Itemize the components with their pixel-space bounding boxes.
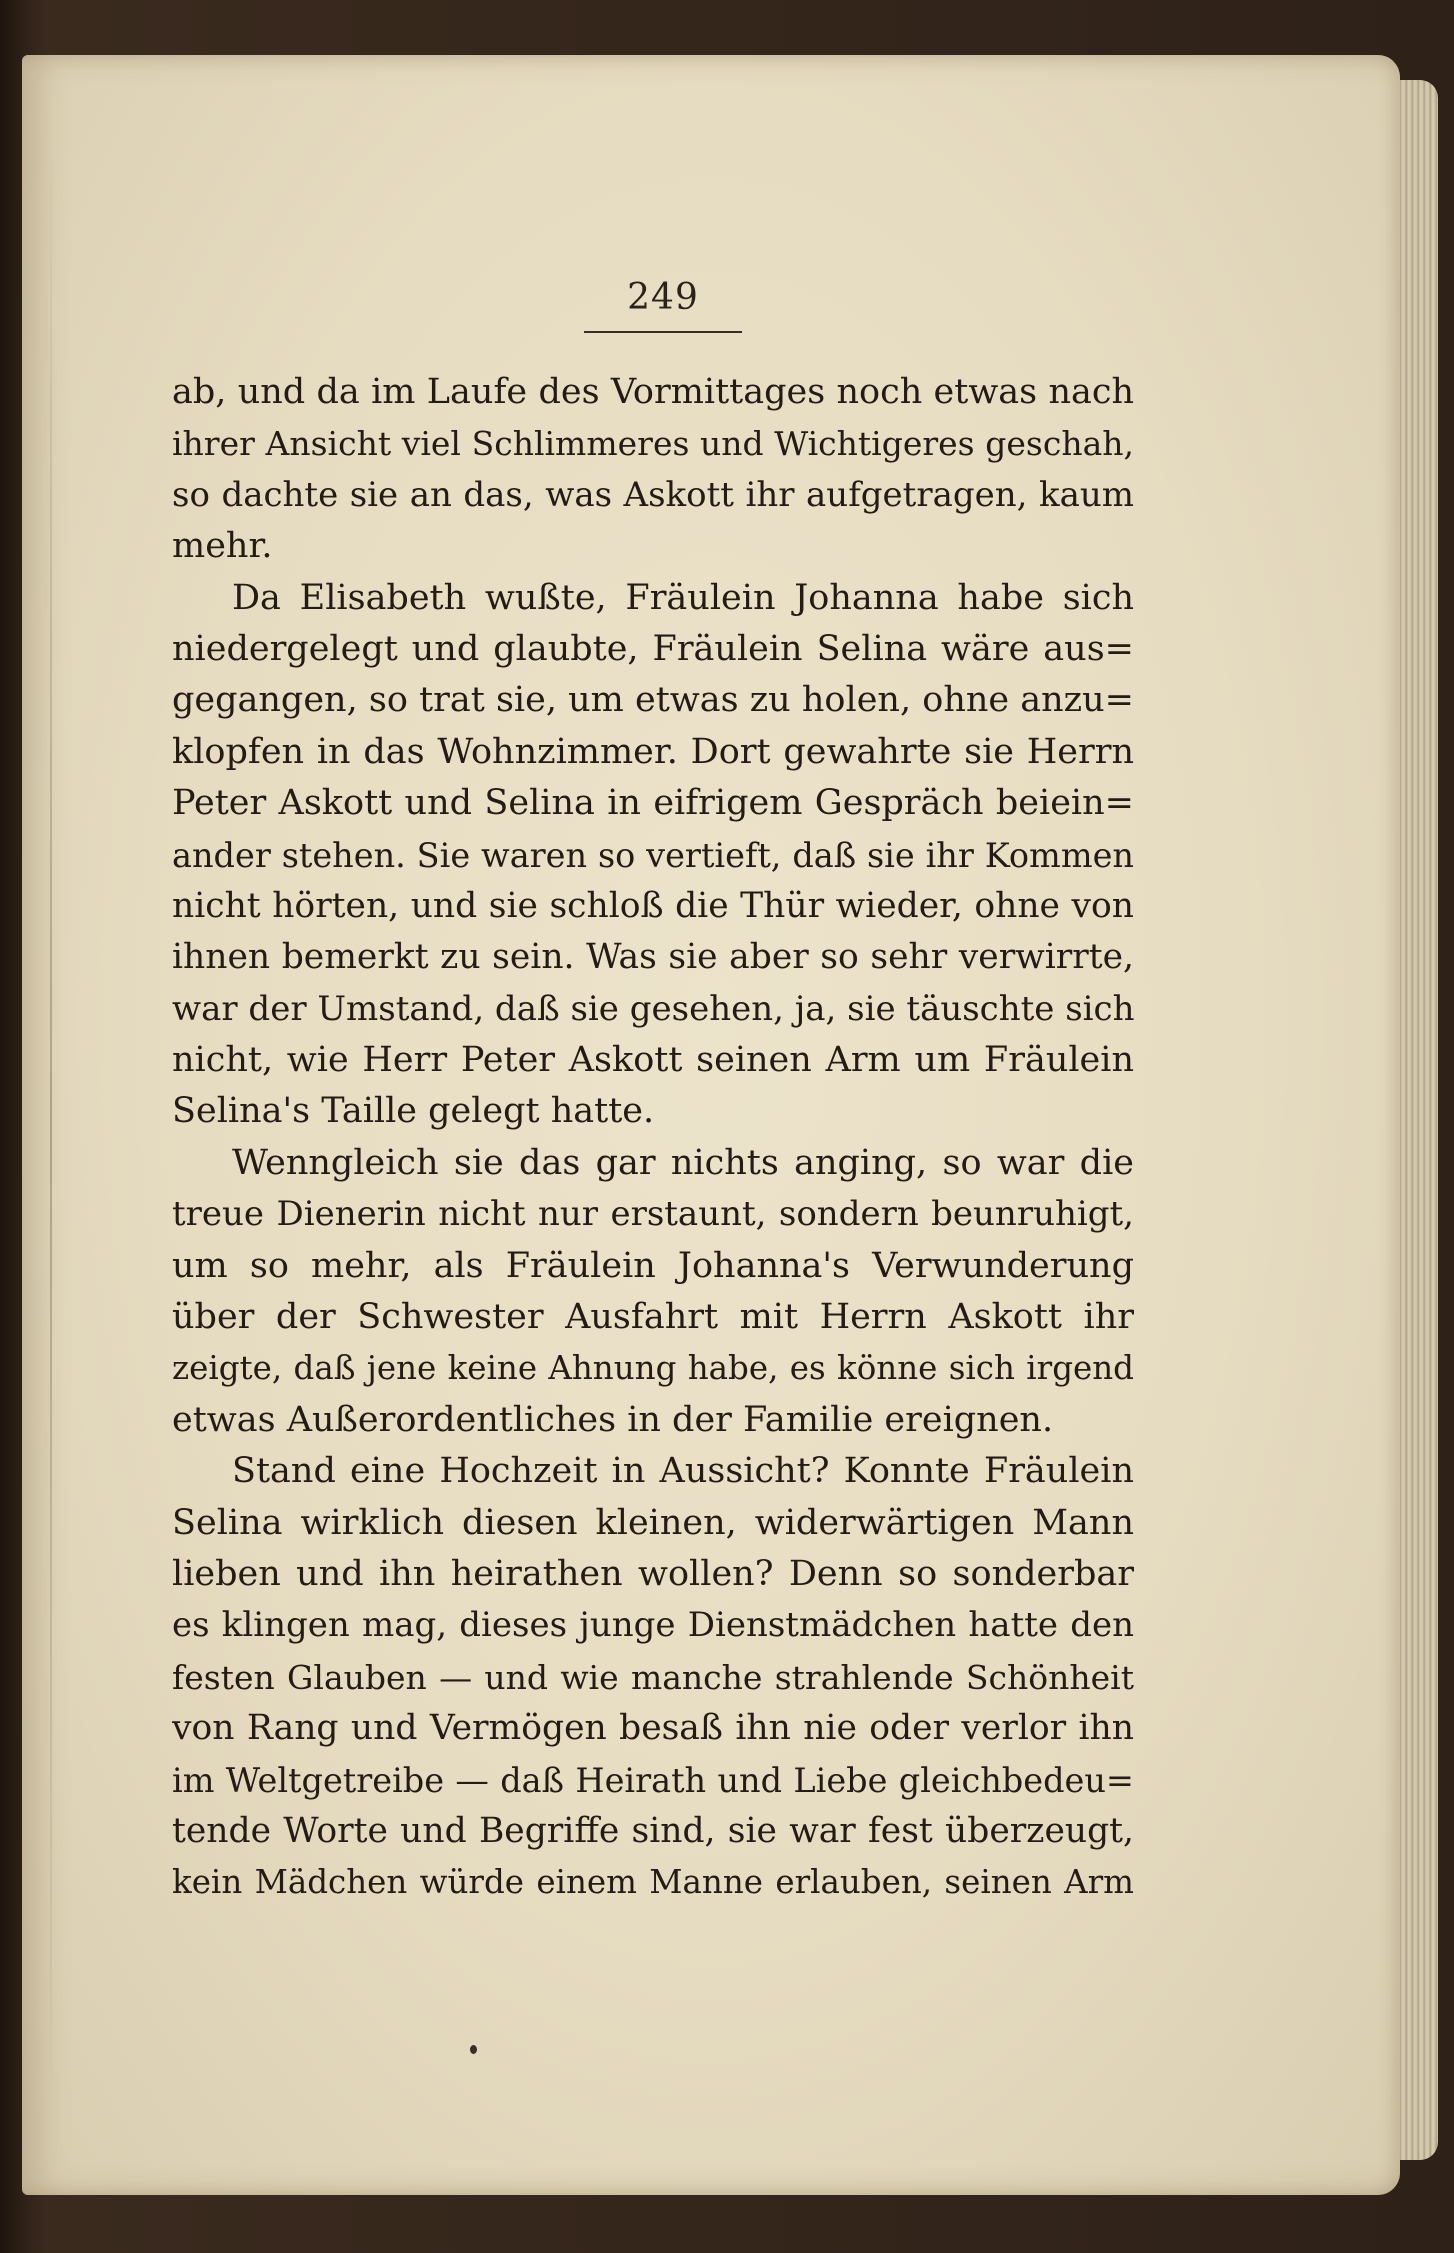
text-line: kein Mädchen würde einem Manne erlauben, seinen Arm	[172, 1863, 1134, 1902]
text-line: ihnen bemerkt zu sein. Was sie aber so sehr verwirrte,	[172, 937, 1134, 978]
text-line: Peter Askott und Selina in eifrigem Gespräch beiein=	[172, 783, 1134, 824]
text-line: war der Umstand, daß sie gesehen, ja, sie täuschte sich	[172, 988, 1134, 1029]
text-line: um so mehr, als Fräulein Johanna's Verwunderung	[172, 1245, 1134, 1286]
body-text	[172, 367, 1134, 1909]
text-line: Stand eine Hochzeit in Aussicht? Konnte Fräulein	[232, 1451, 1134, 1492]
text-line: lieben und ihn heirathen wollen? Denn so sonderbar	[172, 1553, 1134, 1594]
text-line: Selina wirklich diesen kleinen, widerwärtigen Mann	[172, 1502, 1134, 1543]
text-line: Wenngleich sie das gar nichts anging, so war die	[232, 1142, 1134, 1183]
text-line: mehr.	[172, 526, 273, 567]
text-line: festen Glauben — und wie manche strahlende Schönheit	[172, 1657, 1134, 1697]
text-line: ihrer Ansicht viel Schlimmeres und Wichtigeres geschah,	[172, 424, 1134, 464]
page-number: 249	[627, 277, 699, 318]
text-line: gegangen, so trat sie, um etwas zu holen, ohne anzu=	[172, 680, 1134, 721]
text-line: von Rang und Vermögen besaß ihn nie oder verlor ihn	[172, 1708, 1134, 1749]
text-line: nicht hörten, und sie schloß die Thür wieder, ohne von	[172, 885, 1134, 926]
text-line: klopfen in das Wohnzimmer. Dort gewahrte sie Herrn	[172, 731, 1134, 772]
book-page	[22, 55, 1400, 2195]
text-line: über der Schwester Ausfahrt mit Herrn Askott ihr	[172, 1297, 1134, 1338]
gutter-shadow	[50, 135, 52, 2115]
text-line: Selina's Taille gelegt hatte.	[172, 1091, 655, 1132]
text-line: so dachte sie an das, was Askott ihr aufgetragen, kaum	[172, 474, 1134, 515]
text-line: etwas Außerordentliches in der Familie ereignen.	[172, 1399, 1054, 1440]
text-line: ab, und da im Laufe des Vormittages noch etwas nach	[172, 372, 1134, 412]
text-line: zeigte, daß jene keine Ahnung habe, es könne sich irgend	[172, 1349, 1134, 1388]
page-number-rule	[584, 331, 742, 333]
text-line: Da Elisabeth wußte, Fräulein Johanna habe sich	[232, 577, 1134, 618]
text-line: tende Worte und Begriffe sind, sie war fest überzeugt,	[172, 1810, 1134, 1851]
text-line: nicht, wie Herr Peter Askott seinen Arm um Fräulein	[172, 1040, 1134, 1081]
text-line: treue Dienerin nicht nur erstaunt, sondern beunruhigt,	[172, 1194, 1134, 1235]
paper-speck	[470, 2045, 477, 2054]
text-line: niedergelegt und glaubte, Fräulein Selina wäre aus=	[172, 628, 1134, 669]
text-line: es klingen mag, dieses junge Dienstmädchen hatte den	[172, 1605, 1134, 1646]
text-line: ander stehen. Sie waren so vertieft, daß sie ihr Kommen	[172, 835, 1134, 875]
text-line: im Weltgetreibe — daß Heirath und Liebe gleichbedeu=	[172, 1760, 1134, 1800]
